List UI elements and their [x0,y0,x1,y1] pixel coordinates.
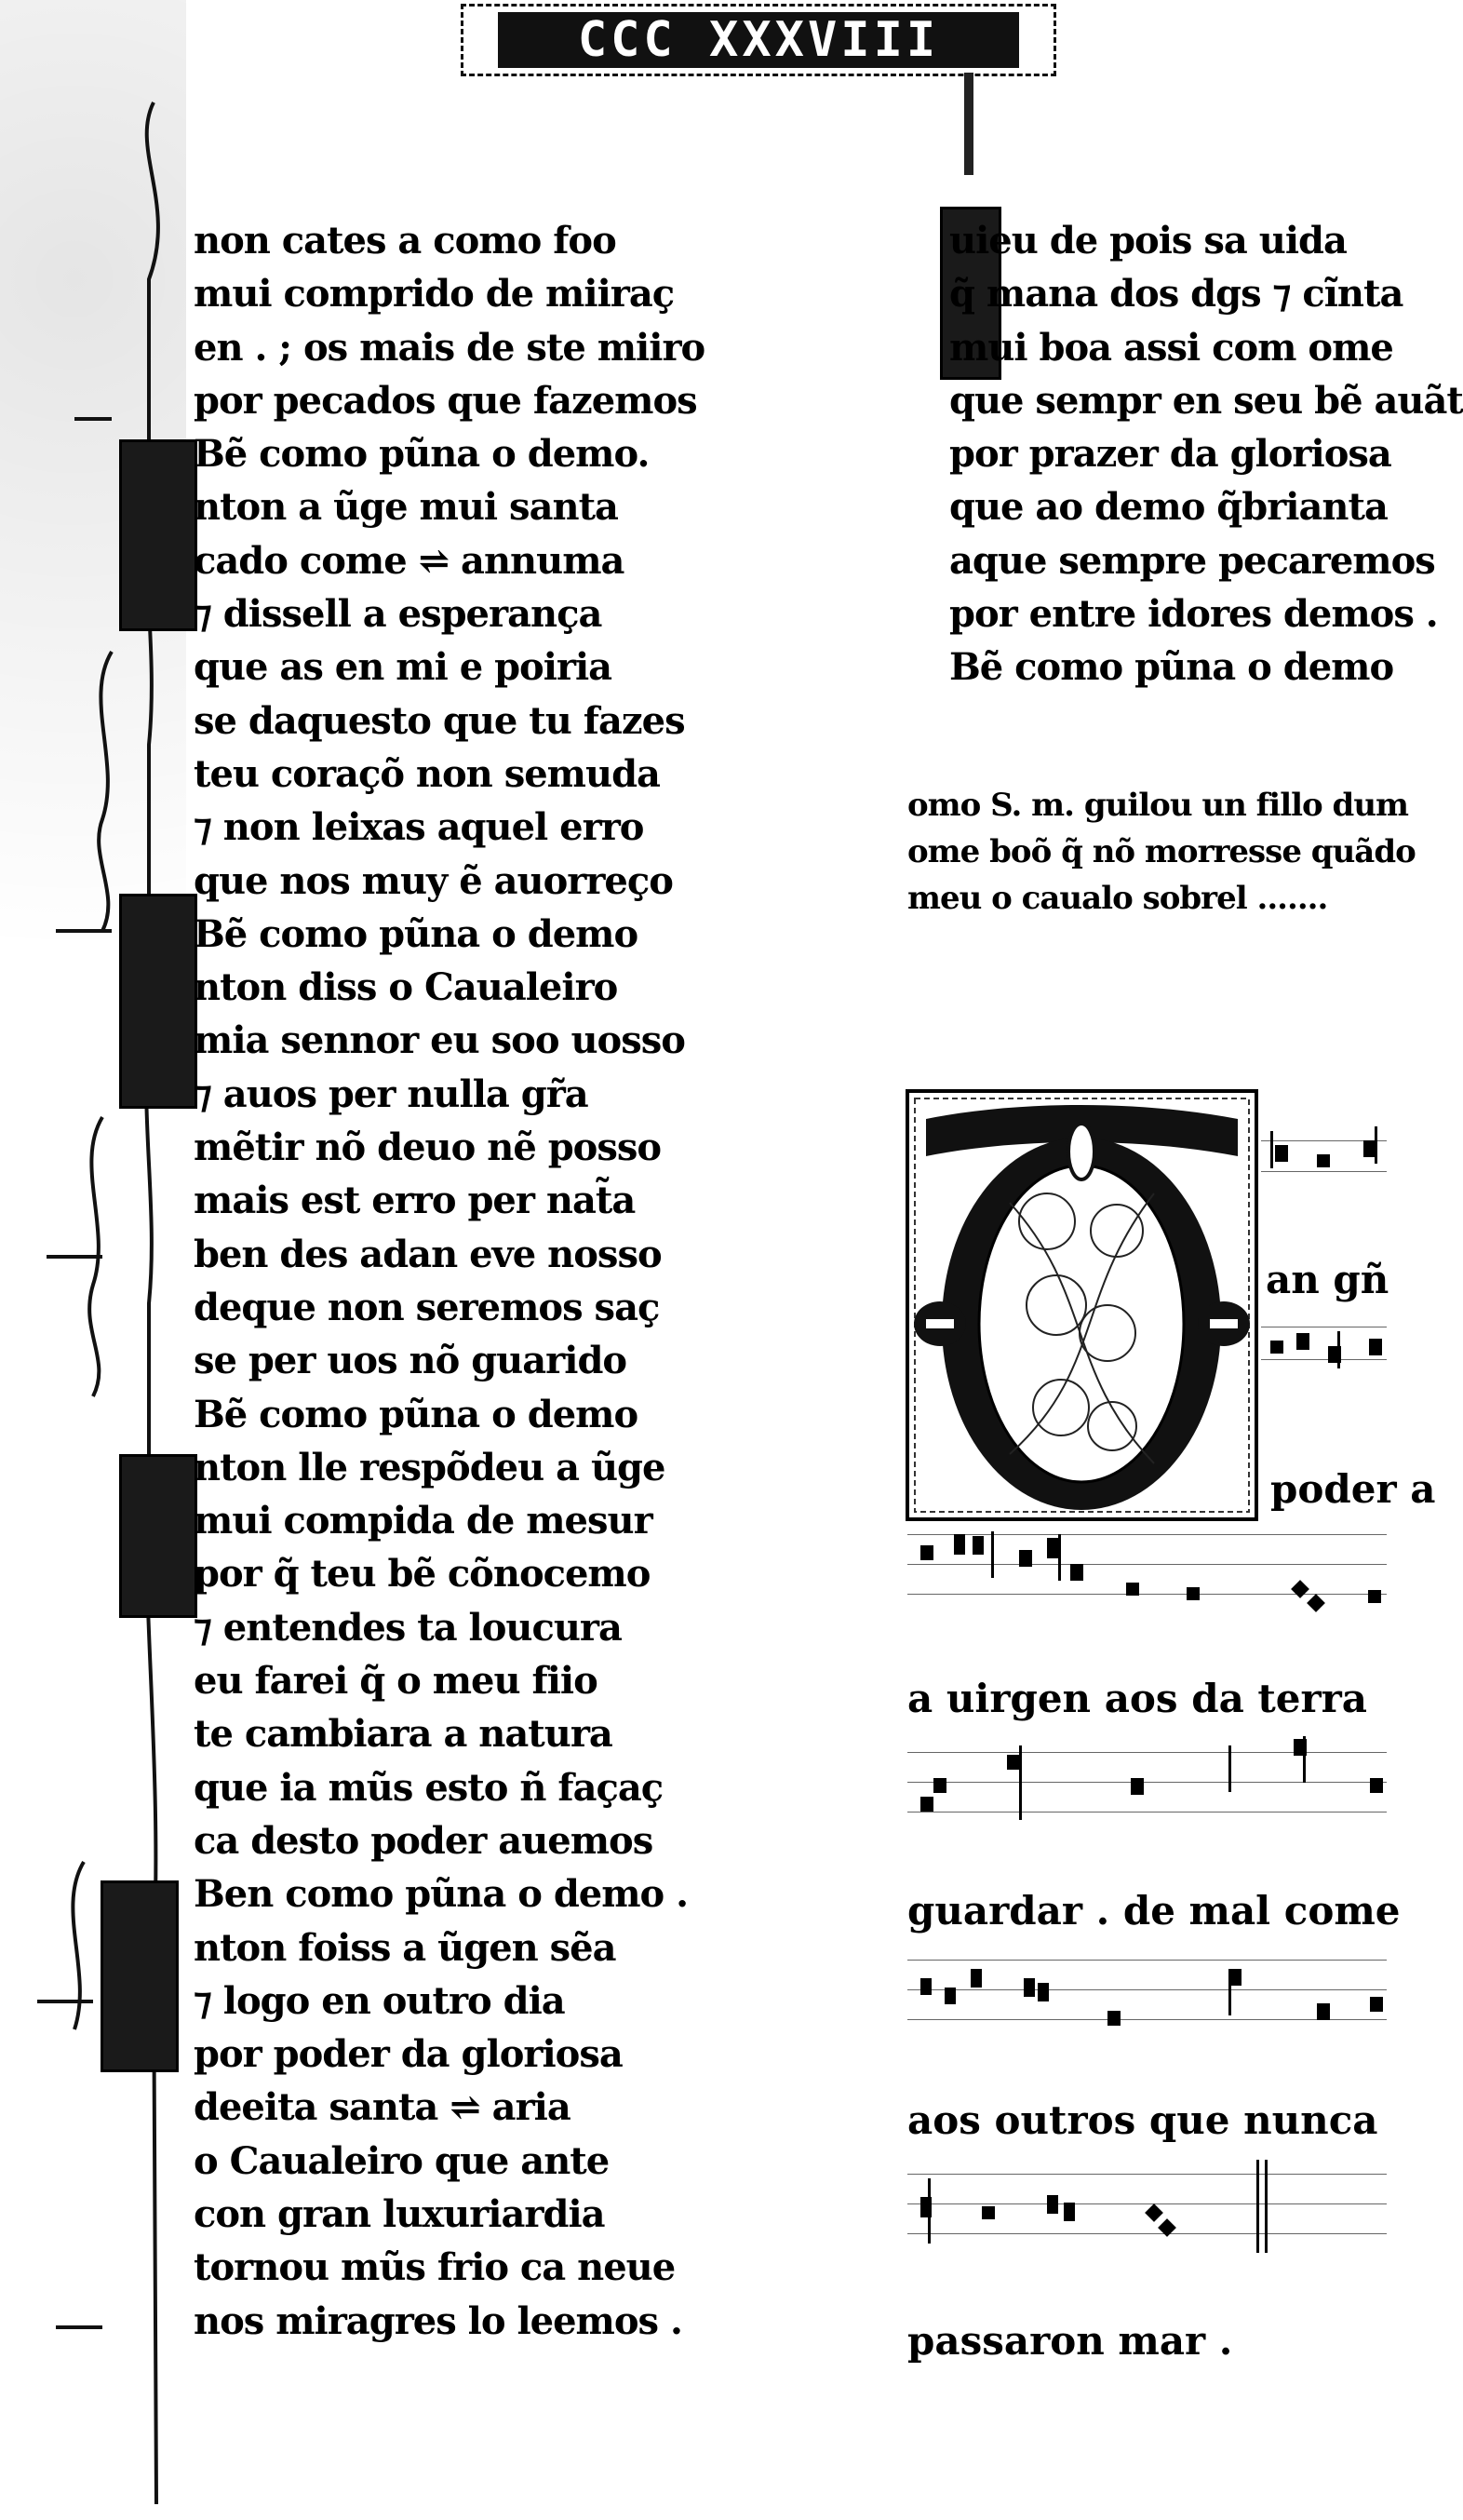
initial-a-left [119,439,197,631]
text-line: nos miragres lo leemos . [194,2298,682,2343]
neume-stem [1337,1331,1340,1368]
neume-stem [928,2178,931,2244]
neume [1307,1594,1325,1612]
neume [1126,1583,1139,1596]
folio-number: CCC XXXVIII [498,12,1019,68]
text-line: que nos muy ẽ auorreço [194,858,673,903]
neume [1038,1983,1049,2001]
text-line: por pecados que fazemos [194,378,697,423]
neume [1107,2011,1121,2026]
lyric-line: guardar . de mal come [907,1888,1401,1934]
neume [1019,1550,1032,1567]
text-line: nton diss o Caualeiro [194,965,618,1010]
text-line: se daquesto que tu fazes [194,698,685,743]
neume [920,1797,933,1812]
staff-line [907,2174,1387,2175]
staff-line [907,1960,1387,1961]
neume [973,1536,984,1555]
staff-line [907,1564,1387,1565]
rubric-line: omo S. m. guilou un fillo dum [907,787,1409,824]
refrain-line: Bẽ como pũna o demo. [194,432,650,477]
text-line: por prazer da gloriosa [949,432,1391,477]
neume [1187,1587,1200,1600]
lyric-line: passaron mar . [907,2318,1233,2364]
refrain-line: Ben como pũna o demo . [194,1872,689,1917]
staff-line [1261,1171,1387,1172]
folio-header [461,4,1056,76]
text-line: mui boa assi com ome [949,325,1393,370]
neume [920,1545,933,1560]
neume [945,1988,956,2004]
text-line: non cates a como foo [194,219,616,263]
neume [971,1969,982,1988]
text-line: ⁊ entendes ta loucura [194,1605,622,1650]
neume [1047,2195,1058,2214]
neume [1369,1339,1382,1355]
text-line: nton lle respõdeu a ũge [194,1445,665,1489]
lyric-line: an gñ [1266,1257,1389,1302]
lyric-line: a uirgen aos da terra [907,1676,1367,1721]
neume [1368,1590,1381,1603]
folio-flourish [964,73,973,175]
text-line: mui compida de mesur [194,1499,652,1543]
text-line: teu coraçõ non semuda [194,751,660,796]
initial-e-left-3 [101,1880,179,2072]
neume-stem [1303,1736,1306,1783]
neume [954,1534,965,1555]
text-line: por entre idores demos . [949,592,1438,637]
refrain-line: Bẽ como pũna o demo [194,1392,638,1436]
text-line: que ia mũs esto ñ façaç [194,1765,664,1810]
text-line: mẽtir nõ deuo nẽ posso [194,1125,662,1170]
staff-line [907,1989,1387,1990]
lyric-line: poder a [1270,1466,1436,1512]
text-line: tornou mũs frio ca neue [194,2245,676,2290]
neume [1007,1755,1020,1770]
neume [1296,1333,1309,1350]
neume [1064,2203,1075,2221]
text-line: con gran luxuriardia [194,2191,605,2236]
rubric-line: meu o caualo sobrel ....... [907,880,1328,917]
text-line: mais est erro per nat̃a [194,1179,636,1223]
initial-e-left-1 [119,894,197,1109]
neume [1145,2203,1163,2222]
text-line: ⁊ non leixas aquel erro [194,805,644,850]
text-line: que ao demo q̃brianta [949,485,1388,530]
text-line: deque non seremos saç [194,1285,660,1329]
rubric-line: ome boõ q̃ nõ morresse quãdo [907,833,1416,870]
text-line: en . ; os mais de ste miiro [194,325,705,370]
neume [1131,1778,1144,1795]
text-line: ⁊ dissell a esperança [194,592,602,637]
staff-line [907,1812,1387,1813]
right-text-column [949,214,1463,694]
refrain-line: Bẽ como pũna o demo [949,645,1394,690]
text-line: o Caualeiro que ante [194,2138,610,2183]
initial-e-left-2 [119,1454,197,1618]
left-text-column [194,214,705,2348]
neume [1291,1580,1309,1598]
staff-line [907,2019,1387,2020]
text-line: nton foiss a ũgen sẽa [194,1925,616,1970]
text-line: uieu de pois sa uida [949,219,1347,263]
neume-stem [991,1531,994,1578]
text-line: te cambiara a natura [194,1712,612,1757]
neume [1270,1341,1283,1354]
text-line: ca desto poder auemos [194,1818,653,1863]
text-line: por q̃ teu bẽ cõnocemo [194,1552,651,1597]
music-notation [907,1089,1436,2411]
text-line: ⁊ logo en outro dia [194,1978,565,2023]
text-line: ⁊ auos per nulla gr̃a [194,1071,588,1116]
text-line: mui comprido de miiraç [194,272,675,317]
neume [920,1978,932,1995]
text-line: nton a ũge mui santa [194,485,618,530]
neume-stem [1375,1126,1377,1164]
text-line: que as en mi e poiria [194,645,612,690]
neume [982,2206,995,2219]
staff-line [907,1752,1387,1753]
text-line: que sempr en seu bẽ auãt [949,378,1463,423]
lyric-line: aos outros que nunca [907,2097,1378,2143]
neume-stem [1256,2160,1259,2253]
neume [1228,1969,1242,1986]
text-line: q̃ mana dos dgs ⁊ cĩnta [949,272,1403,317]
neume-stem [1270,1131,1273,1168]
refrain-line: Bẽ como pũna o demo [194,911,638,956]
neume [1370,1778,1383,1793]
text-line: eu farei q̃ o meu fiio [194,1659,597,1704]
neume-stem [1058,1534,1061,1581]
text-line: se per uos nõ guarido [194,1339,627,1383]
neume [1047,1538,1058,1558]
text-line: por poder da gloriosa [194,2032,623,2077]
text-line: cado come ⇌ annuma [194,538,624,583]
neume [1275,1145,1288,1162]
staff-line [907,1782,1387,1783]
staff-line [907,2233,1387,2234]
neume [1024,1978,1035,1997]
rubric [907,782,1416,922]
neume [1370,1997,1383,2012]
text-line: mia sennor eu soo uosso [194,1018,685,1063]
neume-stem [1228,1745,1231,1792]
neume [1317,1154,1330,1167]
text-line: aque sempre pecaremos [949,538,1435,583]
text-line: deeita santa ⇌ aria [194,2085,570,2130]
staff-line [1261,1359,1387,1360]
text-line: ben des adan eve nosso [194,1232,662,1276]
neume [1070,1564,1083,1581]
neume-stem [1265,2160,1268,2253]
neume [1317,2003,1330,2020]
staff-line [907,2203,1387,2204]
staff-line [907,1534,1387,1535]
neume [933,1778,946,1793]
